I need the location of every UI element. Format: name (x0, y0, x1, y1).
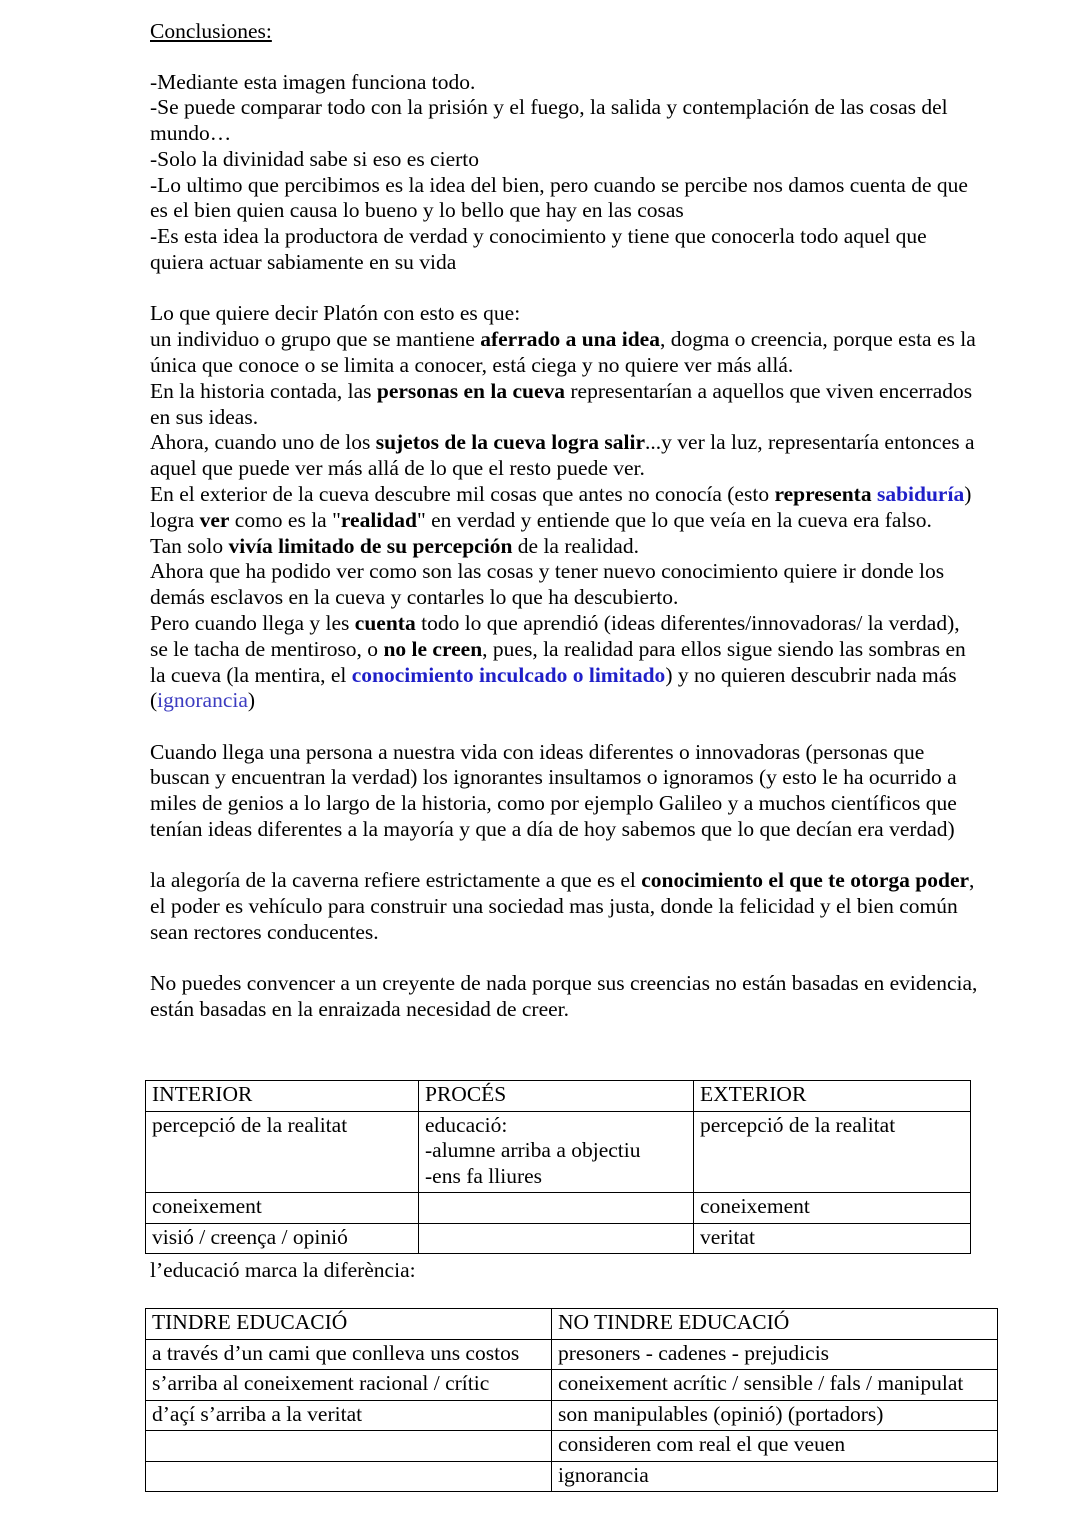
table-row (146, 1193, 971, 1224)
table-cell-exterior: coneixement (694, 1193, 971, 1224)
page-title: Conclusiones: (150, 19, 272, 43)
bullet-item: -Mediante esta imagen funciona todo. (150, 69, 476, 94)
text-run: En el exterior de la cueva descubre mil cosas que antes no conocía (esto (150, 481, 775, 506)
bold-run: no le creen (383, 636, 483, 661)
table-cell-proces (419, 1111, 694, 1193)
bold-run: representa (774, 481, 872, 506)
bullet-item: -Se puede comparar todo con la prisión y el fuego, la salida y contemplación de las cosas del mundo… (150, 95, 948, 146)
bold-run: personas en la cueva (376, 378, 565, 403)
table-educacio (145, 1308, 998, 1492)
spacer (150, 44, 978, 70)
table-row (146, 1370, 998, 1401)
table-header-proces: PROCÉS (419, 1081, 694, 1112)
highlight-ignorancia: ignorancia (157, 688, 248, 713)
text-run: , el poder es vehículo para construir una sociedad mas justa, donde la felicidad y el bien común sean rectores conducentes. (150, 868, 975, 944)
table-header-tindre-educacio: TINDRE EDUCACIÓ (146, 1309, 552, 1340)
spacer (150, 946, 978, 972)
line-4 (150, 482, 971, 532)
table-header-no-tindre-educacio: NO TINDRE EDUCACIÓ (552, 1309, 998, 1340)
bullet-item: -Lo ultimo que percibimos es la idea del bien, pero cuando se percibe nos damos cuenta de que es el bien quien causa lo bueno y lo bello que hay en las cosas (150, 172, 968, 223)
paragraph-poder (150, 868, 978, 945)
text-run: todo lo que aprendió (ideas diferentes/innovadoras/ la verdad), se le tacha de mentiroso, o (150, 610, 960, 661)
line-1 (150, 327, 976, 377)
lead-line: Lo que quiere decir Platón con esto es que: (150, 301, 521, 326)
table-cell-proces (419, 1193, 694, 1224)
paragraph-galileo: Cuando llega una persona a nuestra vida con ideas diferentes o innovadoras (personas que buscan y encuentran la verdad) los ignorantes insultamos o ignoramos (y esto le ha ocurrido a miles de genios a lo largo de la historia, como por ejemplo Galileo y a muchos científicos que tenían ideas diferentes a la mayoría y que a día de hoy sabemos que lo que decían era verdad) (150, 739, 957, 842)
table-cell-tindre (146, 1431, 552, 1462)
table-cell-interior: coneixement (146, 1193, 419, 1224)
table-row-header (146, 1309, 998, 1340)
bullet-list (150, 70, 978, 276)
text-run: , dogma o creencia, porque esta es la única que conoce o se limita a conocer, está ciega y no quiere ver más allá. (150, 327, 976, 377)
text-run: ) logra (150, 481, 972, 532)
paragraph-creyente: No puedes convencer a un creyente de nada porque sus creencias no están basadas en evidencia, están basadas en la enraizada necesidad de creer. (150, 971, 978, 1021)
cell-line: -ens fa lliures (425, 1163, 543, 1188)
highlight-sabiduria: sabiduría (876, 481, 965, 506)
table-row (146, 1431, 998, 1462)
line-2 (150, 379, 972, 429)
bold-run: vivía limitado de su percepción (228, 533, 513, 558)
document-body (150, 18, 978, 1023)
bullet-item: -Solo la divinidad sabe si eso es cierto (150, 146, 479, 171)
table-cell-exterior: veritat (694, 1223, 971, 1254)
table-cell-no-tindre: coneixement acrític / sensible / fals / manipulat (552, 1370, 998, 1401)
line-6: Ahora que ha podido ver como son las cosas y tener nuevo conocimiento quiere ir donde los demás esclavos en la cueva y contarles lo que ha descubierto. (150, 559, 945, 610)
text-run: ...y ver la luz, representaría entonces a aquel que puede ver más allá de lo que el resto puede ver. (150, 430, 975, 481)
text-run: En la historia contada, las (150, 378, 377, 403)
bold-run: ver (199, 507, 230, 532)
spacer (150, 714, 978, 740)
table-cell-proces (419, 1223, 694, 1254)
table-header-exterior: EXTERIOR (694, 1081, 971, 1112)
table-cell-no-tindre: ignorancia (552, 1461, 998, 1492)
table-cell-interior: percepció de la realitat (146, 1111, 419, 1193)
bullet-item: -Es esta idea la productora de verdad y conocimiento y tiene que conocerla todo aquel que quiera actuar sabiamente en su vida (150, 224, 927, 275)
highlight-conocimiento: conocimiento inculcado o limitado (351, 662, 666, 687)
text-run: representarían a aquellos que viven encerrados en sus ideas. (150, 378, 973, 429)
table-header-interior: INTERIOR (146, 1081, 419, 1112)
text-run: Pero cuando llega y les (150, 610, 355, 635)
text-run: , pues, la realidad para ellos sigue siendo las sombras en la cueva (la mentira, el (150, 636, 966, 687)
text-run: Tan solo (150, 533, 229, 558)
table-cell-no-tindre: consideren com real el que veuen (552, 1431, 998, 1462)
text-run: ) y no quieren descubrir nada más ( (150, 662, 957, 713)
text-run: ) (247, 688, 256, 713)
line-7 (150, 611, 966, 712)
table-row (146, 1461, 998, 1492)
cell-line: -alumne arriba a objectiu (425, 1138, 641, 1162)
spacer (150, 843, 978, 869)
text-run: " en verdad y entiende que lo que veía en la cueva era falso. (416, 507, 932, 532)
table-row (146, 1339, 998, 1370)
bold-run: cuenta (354, 610, 416, 635)
bold-run: sujetos de la cueva logra salir (375, 430, 646, 455)
table-cell-tindre: d’açí s’arriba a la veritat (146, 1400, 552, 1431)
text-run: un individuo o grupo que se mantiene (150, 327, 481, 352)
text-run: de la realidad. (512, 533, 639, 558)
line-3 (150, 430, 975, 480)
table-cell-tindre: s’arriba al coneixement racional / crític (146, 1370, 552, 1401)
table-cell-interior: visió / creença / opinió (146, 1223, 419, 1254)
bold-run: realidad (340, 507, 417, 532)
table-cell-no-tindre: son manipulables (opinió) (portadors) (552, 1400, 998, 1431)
table-cell-exterior: percepció de la realitat (694, 1111, 971, 1193)
table-cell-tindre (146, 1461, 552, 1492)
table-row (146, 1223, 971, 1254)
table-row (146, 1111, 971, 1193)
text-run: como es la " (229, 507, 341, 532)
line-5 (150, 534, 639, 558)
table2-caption: l’educació marca la diferència: (150, 1258, 416, 1282)
cell-line: educació: (425, 1112, 508, 1137)
bold-run: aferrado a una idea (480, 327, 660, 352)
text-run: la alegoría de la caverna refiere estrictamente a que es el (150, 868, 642, 893)
text-run: Ahora, cuando uno de los (150, 430, 376, 455)
paragraph-platon (150, 301, 978, 714)
table-cell-no-tindre: presoners - cadenes - prejudicis (552, 1339, 998, 1370)
spacer (150, 276, 978, 302)
table-row-header (146, 1081, 971, 1112)
table-cell-tindre: a través d’un cami que conlleva uns costos (146, 1339, 552, 1370)
table-row (146, 1400, 998, 1431)
bold-run: conocimiento el que te otorga poder (641, 868, 970, 893)
table-interior-proces-exterior (145, 1080, 971, 1254)
